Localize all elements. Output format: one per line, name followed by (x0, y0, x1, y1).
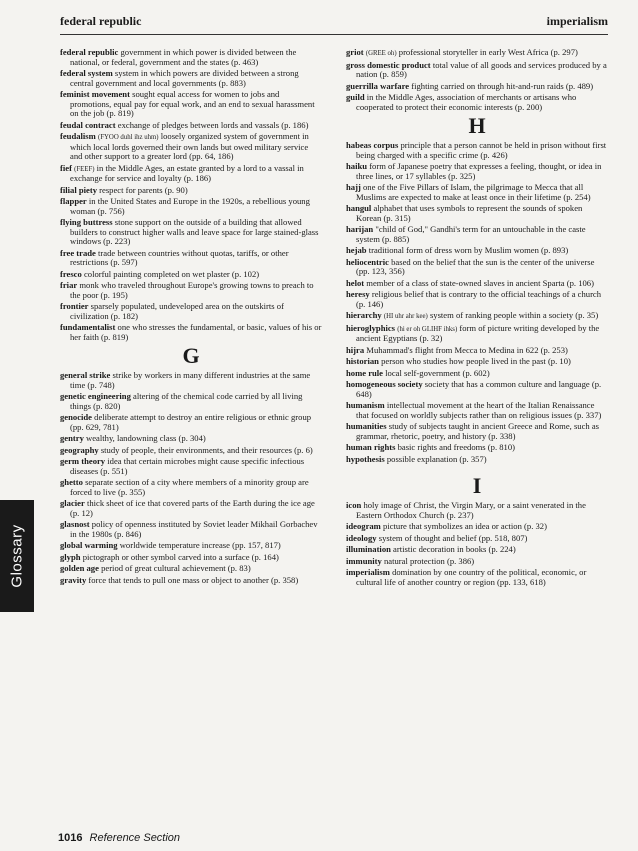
glossary-entry (346, 545, 608, 555)
glossary-entry (60, 249, 322, 268)
glossary-entry (60, 457, 322, 476)
glossary-entry (60, 553, 322, 563)
glossary-definition: thick sheet of ice that covered parts of the Earth during the ice age (p. 12) (70, 498, 315, 518)
glossary-entry (346, 93, 608, 112)
glossary-entry (346, 311, 608, 322)
glossary-definition: local self-government (p. 602) (385, 367, 490, 378)
glossary-entry (346, 246, 608, 256)
glossary-term: hypothesis (346, 453, 385, 464)
glossary-entry (346, 557, 608, 567)
entries-g (60, 371, 322, 585)
glossary-term: homogeneous society (346, 379, 423, 389)
glossary-term: ghetto (60, 477, 83, 487)
glossary-term: federal system (60, 68, 113, 78)
glossary-definition: wealthy, landowning class (p. 304) (86, 433, 206, 443)
glossary-definition: form of picture writing developed by the ancient Egyptians (p. 32) (356, 322, 600, 343)
glossary-definition: religious belief that is contrary to the official teachings of a church (p. 146) (356, 289, 602, 309)
glossary-term: immunity (346, 555, 382, 566)
glossary-term: icon (346, 500, 362, 510)
glossary-term: fief (60, 162, 72, 173)
glossary-term: fundamentalist (60, 322, 116, 332)
glossary-definition: system of thought and belief (pp. 518, 807) (378, 532, 528, 543)
glossary-term: illumination (346, 544, 391, 554)
glossary-entry (346, 141, 608, 160)
glossary-term: humanities (346, 421, 387, 431)
glossary-entry (346, 455, 608, 465)
glossary-term: hieroglyphics (346, 322, 396, 333)
glossary-term: ideology (346, 532, 377, 543)
glossary-entry (60, 90, 322, 119)
glossary-term: glyph (60, 551, 81, 562)
glossary-definition: policy of openness instituted by Soviet leader Mikhail Gorbachev in the 1980s (p. 846) (70, 519, 318, 539)
glossary-definition: idea that certain microbes might cause specific infectious diseases (p. 551) (70, 456, 305, 476)
page-number: 1016 (58, 832, 83, 844)
glossary-term: griot (346, 47, 364, 57)
glossary-definition: monk who traveled throughout Europe's growing towns to preach to the poor (p. 195) (70, 280, 314, 300)
glossary-definition: natural protection (p. 386) (383, 555, 475, 566)
glossary-term: haiku (346, 161, 368, 171)
glossary-definition: in the United States and Europe in the 1920s, a rebellious young woman (p. 756) (70, 196, 310, 216)
glossary-term: feudal contract (60, 119, 116, 130)
glossary-term: general strike (60, 370, 111, 380)
glossary-entry (60, 434, 322, 444)
glossary-entry (346, 82, 608, 92)
glossary-definition: basic rights and freedoms (p. 810) (397, 442, 516, 452)
glossary-entry (346, 501, 608, 520)
glossary-entry (60, 520, 322, 539)
glossary-term: helot (346, 277, 365, 288)
glossary-definition: domination by one country of the political, economic, or cultural life of another country or region (pp. 133, 618) (356, 567, 587, 587)
glossary-entry (346, 522, 608, 532)
entries-f (60, 48, 322, 342)
glossary-entry (346, 534, 608, 544)
glossary-term: flying buttress (60, 217, 113, 227)
glossary-entry (60, 186, 322, 196)
glossary-term: human rights (346, 442, 396, 452)
glossary-definition: respect for parents (p. 90) (99, 184, 188, 195)
entries-g-continued (346, 48, 608, 112)
glossary-entry (346, 48, 608, 59)
glossary-definition: deliberate attempt to destroy an entire religious or ethnic group (pp. 629, 781) (70, 412, 312, 432)
glossary-term: historian (346, 356, 379, 366)
glossary-definition: one who stresses the fundamental, or basic, values of his or her faith (p. 819) (70, 322, 322, 342)
glossary-definition: professional storyteller in early West Africa (p. 297) (398, 47, 578, 57)
glossary-definition: total value of all goods and services produced by a nation (p. 859) (356, 59, 607, 79)
glossary-entry (346, 204, 608, 223)
section-letter-h: H (468, 113, 486, 138)
glossary-definition: pictograph or other symbol carved into a surface (p. 164) (82, 551, 279, 562)
glossary-definition: member of a class of state-owned slaves in ancient Sparta (p. 106) (366, 277, 594, 288)
glossary-definition: separate section of a city where members of a minority group are forced to live (p. 355) (70, 477, 309, 497)
glossary-entry (60, 48, 322, 67)
glossary-entry (346, 183, 608, 202)
glossary-definition: form of Japanese poetry that expresses a feeling, thought, or idea in three lines, or 17 syllables (p. 325) (356, 161, 602, 181)
glossary-term: germ theory (60, 456, 106, 466)
section-title: Reference Section (89, 832, 181, 844)
left-column (60, 48, 322, 587)
glossary-term: fresco (60, 268, 82, 279)
glossary-definition: in the Middle Ages, association of merchants or artisans who cooperated to protect their economic interests (p. 200) (356, 92, 577, 112)
glossary-term: harijan (346, 224, 374, 234)
glossary-term: federal republic (60, 47, 119, 57)
glossary-term: humanism (346, 400, 385, 410)
glossary-entry (60, 302, 322, 321)
glossary-entry (346, 380, 608, 399)
glossary-definition: study of subjects taught in ancient Greece and Rome, such as grammar, rhetoric, poetry, and history (p. 338) (356, 421, 599, 441)
glossary-definition: system in which powers are divided between a strong central government and local governments (p. 883) (70, 68, 299, 88)
glossary-definition: exchange of pledges between lords and vassals (p. 186) (117, 119, 309, 130)
glossary-definition: loosely organized system of government in which local lords governed their own lands but owed military service and other support to a greater lord (pp. 64, 186) (70, 131, 309, 161)
glossary-term: feudalism (60, 131, 96, 141)
glossary-entry (60, 478, 322, 497)
glossary-definition: worldwide temperature increase (pp. 157, 817) (119, 540, 281, 550)
glossary-term: golden age (60, 563, 99, 573)
glossary-term: heliocentric (346, 256, 389, 267)
glossary-term: ideogram (346, 521, 381, 531)
entries-h (346, 141, 608, 464)
glossary-definition: force that tends to pull one mass or object to another (p. 358) (88, 574, 299, 585)
glossary-definition: society that has a common culture and language (p. 648) (356, 379, 602, 399)
page-header (60, 14, 608, 35)
glossary-definition: principle that a person cannot be held in prison without first being charged with a specific crime (p. 426) (356, 140, 607, 160)
glossary-entry (346, 422, 608, 441)
glossary-definition: altering of the chemical code carried by all living things (p. 820) (70, 391, 303, 411)
glossary-term: habeas corpus (346, 140, 399, 150)
glossary-term: gravity (60, 574, 87, 585)
glossary-definition: intellectual movement at the heart of the Italian Renaissance that focused on worldly subjects rather than on religious issues (p. 337) (356, 400, 602, 420)
glossary-term: glasnost (60, 519, 90, 529)
glossary-term: hajj (346, 182, 361, 192)
glossary-entry (60, 576, 322, 586)
glossary-term: hejab (346, 245, 367, 255)
glossary-definition: based on the belief that the sun is the center of the universe (pp. 123, 356) (356, 256, 595, 276)
guide-word-first: federal republic (60, 14, 142, 28)
glossary-entry (346, 324, 608, 344)
glossary-term: gentry (60, 433, 84, 443)
glossary-entry (60, 446, 322, 456)
pronunciation: (FEEF) (74, 165, 95, 173)
glossary-term: hijra (346, 344, 365, 355)
glossary-term: global warming (60, 540, 118, 550)
glossary-term: glacier (60, 498, 85, 508)
glossary-entry (346, 401, 608, 420)
glossary-term: home rule (346, 367, 383, 378)
glossary-entry (346, 290, 608, 309)
glossary-definition: system of ranking people within a society (p. 35) (429, 310, 599, 320)
glossary-definition: possible explanation (p. 357) (386, 453, 487, 464)
glossary-entry (346, 346, 608, 356)
guide-word-last: imperialism (546, 14, 608, 28)
glossary-definition: alphabet that uses symbols to represent the sounds of spoken Korean (p. 315) (356, 203, 583, 223)
glossary-term: flapper (60, 196, 87, 206)
glossary-definition: strike by workers in many different industries at the same time (p. 748) (70, 370, 311, 390)
section-letter-i: I (472, 473, 482, 498)
glossary-entry (346, 258, 608, 277)
glossary-definition: one of the Five Pillars of Islam, the pilgrimage to Mecca that all Muslims are expected to make at least once in their lifetime (p. 254) (356, 182, 591, 202)
glossary-definition: picture that symbolizes an idea or action (p. 32) (383, 521, 547, 531)
glossary-entry (346, 369, 608, 379)
glossary-definition: "child of God," Gandhi's term for an untouchable in the caste system (p. 885) (356, 224, 586, 244)
glossary-definition: Muhammad's flight from Mecca to Medina in 622 (p. 253) (366, 344, 568, 355)
side-tab-label: Glossary (8, 524, 26, 588)
glossary-term: free trade (60, 247, 96, 258)
glossary-entry (60, 281, 322, 300)
glossary-definition: artistic decoration in books (p. 224) (393, 544, 516, 554)
glossary-entry (60, 121, 322, 131)
glossary-definition: trade between countries without quotas, tariffs, or other restrictions (p. 597) (70, 247, 289, 267)
glossary-term: gross domestic product (346, 59, 431, 70)
glossary-definition: fighting carried on through hit-and-run raids (p. 489) (411, 80, 594, 91)
glossary-entry (60, 499, 322, 518)
glossary-entry (60, 323, 322, 342)
glossary-term: frontier (60, 301, 89, 311)
glossary-entry (346, 162, 608, 181)
glossary-entry (346, 61, 608, 80)
glossary-term: heresy (346, 289, 370, 299)
glossary-term: imperialism (346, 567, 390, 577)
glossary-term: friar (60, 280, 78, 290)
glossary-definition: study of people, their environments, and their resources (p. 6) (100, 444, 313, 455)
glossary-definition: in the Middle Ages, an estate granted by a lord to a vassal in exchange for service and loyalty (p. 186) (70, 162, 304, 183)
glossary-entry (346, 279, 608, 289)
glossary-entry (60, 413, 322, 432)
glossary-term: hangul (346, 203, 372, 213)
glossary-definition: period of great cultural achievement (p. 83) (101, 563, 251, 573)
glossary-entry (60, 132, 322, 162)
glossary-definition: sought equal access for women to jobs and promotions, equal pay for equal work, and an end to sexual harassment on the job (p. 819) (70, 89, 315, 118)
glossary-entry (60, 69, 322, 88)
glossary-entry (60, 541, 322, 551)
glossary-term: hierarchy (346, 310, 382, 320)
pronunciation: (hi er oh GLIHF ihks) (397, 325, 458, 333)
glossary-term: geography (60, 444, 99, 455)
glossary-term: filial piety (60, 184, 97, 195)
glossary-entry (60, 164, 322, 184)
glossary-entry (60, 371, 322, 390)
glossary-side-tab (0, 500, 34, 612)
glossary-entry (346, 568, 608, 587)
glossary-definition: colorful painting completed on wet plaster (p. 102) (83, 268, 260, 279)
pronunciation: (HI uhr ahr kee) (383, 313, 428, 320)
glossary-term: genocide (60, 412, 92, 422)
glossary-entry (60, 392, 322, 411)
glossary-entry (346, 225, 608, 244)
glossary-entry (60, 270, 322, 280)
glossary-definition: stone support on the outside of a building that allowed builders to construct higher walls and leave space for large stained-glass windows (p. 223) (70, 217, 319, 246)
glossary-entry (60, 197, 322, 216)
glossary-term: feminist movement (60, 89, 130, 99)
glossary-term: genetic engineering (60, 391, 131, 401)
glossary-definition: person who studies how people lived in the past (p. 10) (381, 356, 571, 366)
glossary-entry (60, 218, 322, 247)
glossary-entry (60, 564, 322, 574)
glossary-definition: government in which power is divided between the national, or federal, government and the states (p. 463) (70, 47, 297, 67)
glossary-definition: sparsely populated, undeveloped area on the outskirts of civilization (p. 182) (70, 301, 284, 321)
entries-i (346, 501, 608, 587)
right-column (346, 48, 608, 589)
glossary-definition: holy image of Christ, the Virgin Mary, or a saint venerated in the Eastern Orthodox Church (p. 237) (356, 500, 586, 520)
glossary-entry (346, 357, 608, 367)
glossary-term: guerrilla warfare (346, 80, 410, 91)
page-footer (58, 832, 180, 844)
glossary-entry (346, 443, 608, 453)
pronunciation: (FYOO duhl ihz uhm) (97, 134, 159, 141)
pronunciation: (GREE oh) (365, 50, 397, 57)
glossary-term: guild (346, 92, 365, 102)
section-letter-g: G (182, 343, 200, 368)
glossary-definition: traditional form of dress worn by Muslim women (p. 893) (368, 245, 569, 255)
